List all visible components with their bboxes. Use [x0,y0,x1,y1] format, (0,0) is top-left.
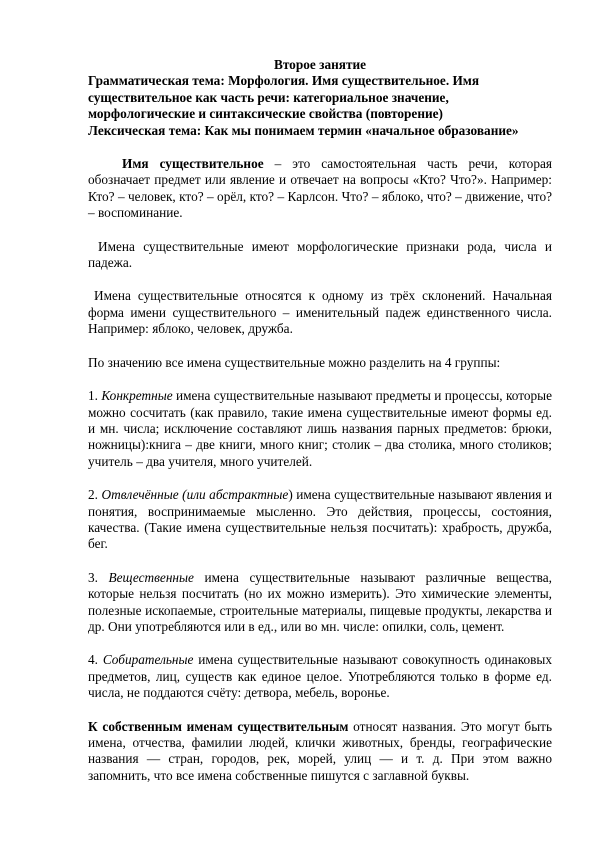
group-text: имена существительные называют различные вещества, которые нельзя посчитать (но их можно измерить). Это химические элементы, полезные ископаемые, строительные материалы, пищевые продукты, лекарства и др. Они употребляются или в ед., или во мн. числе: опилки, соль, цемент. [88,569,552,634]
group-item [88,388,552,470]
header-line: Грамматическая тема: Морфология. Имя существительное. Имя [88,73,480,89]
group-item [88,487,552,553]
document-page [88,57,552,784]
group-item [88,570,552,636]
group-term: Отвлечённые (или абстрактные [101,487,289,503]
group-text: имена существительные называют совокупность одинаковых предметов, лиц, существ как единое целое. Употребляются только в форме ед. числа, не поддаются счёту: детвора, мебель, воронье. [88,652,552,701]
term-bold: Имя существительное [122,156,264,172]
paragraph-text: относят названия. Это могут быть имена, отчества, фамилии людей, клички животных, бренды, географические названия — стран, городов, рек, морей, улиц — и т. д. При этом важно запомнить, что все имена собственные пишутся с заглавной буквы. [88,718,553,783]
paragraph-features: Имена существительные имеют морфологические признаки рода, числа и падежа. [88,238,552,271]
group-term: Вещественные [108,569,194,585]
header-line: морфологические и синтаксические свойства (повторение) [88,106,443,122]
group-text: ) имена существительные называют явления и понятия, воспринимаемые мысленно. Это действия, процессы, состояния, качества. (Такие имена существительные нельзя посчитать): храбрость, дружба, бег. [88,487,553,552]
paragraph-declension: Имена существительные относятся к одному из трёх склонений. Начальная форма имени существительного – именительный падеж единственного числа. Например: яблоко, человек, дружба. [88,288,552,337]
paragraph-proper-nouns [88,719,552,785]
group-number: 3. [88,569,109,585]
group-text: имена существительные называют предметы и процессы, которые можно сосчитать (как правило, такие имена существительные имеют формы ед. и мн. числа; исключение составляют лишь названия парных предметов: брюки, ножницы):книга – две книги, много книг; столик – два столика, много столиков; учитель – два учителя, много учителей. [88,388,552,469]
header-line: Лексическая тема: Как мы понимаем термин «начальное образование» [88,122,519,138]
group-term: Собирательные [102,652,194,668]
group-number: 4. [88,652,103,668]
group-item [88,652,552,701]
term-bold: К собственным именам существительным [88,718,349,734]
lesson-header [88,73,552,139]
paragraph-text: – это самостоятельная часть речи, которая обозначает предмет или явление и отвечает на вопросы «Кто? Что?». Например: Кто? – человек, кто? – орёл, кто? – Карлсон. Что? – яблоко, что? – движение, что? – воспоминание. [88,156,553,221]
group-number: 1. [88,388,102,404]
lesson-title: Второе занятие [273,57,367,72]
group-number: 2. [88,487,102,503]
paragraph-groups-intro: По значению все имена существительные можно разделить на 4 группы: [88,354,501,370]
paragraph-definition [88,156,552,222]
group-term: Конкретные [101,388,173,404]
header-line: существительное как часть речи: категориальное значение, [88,89,449,105]
